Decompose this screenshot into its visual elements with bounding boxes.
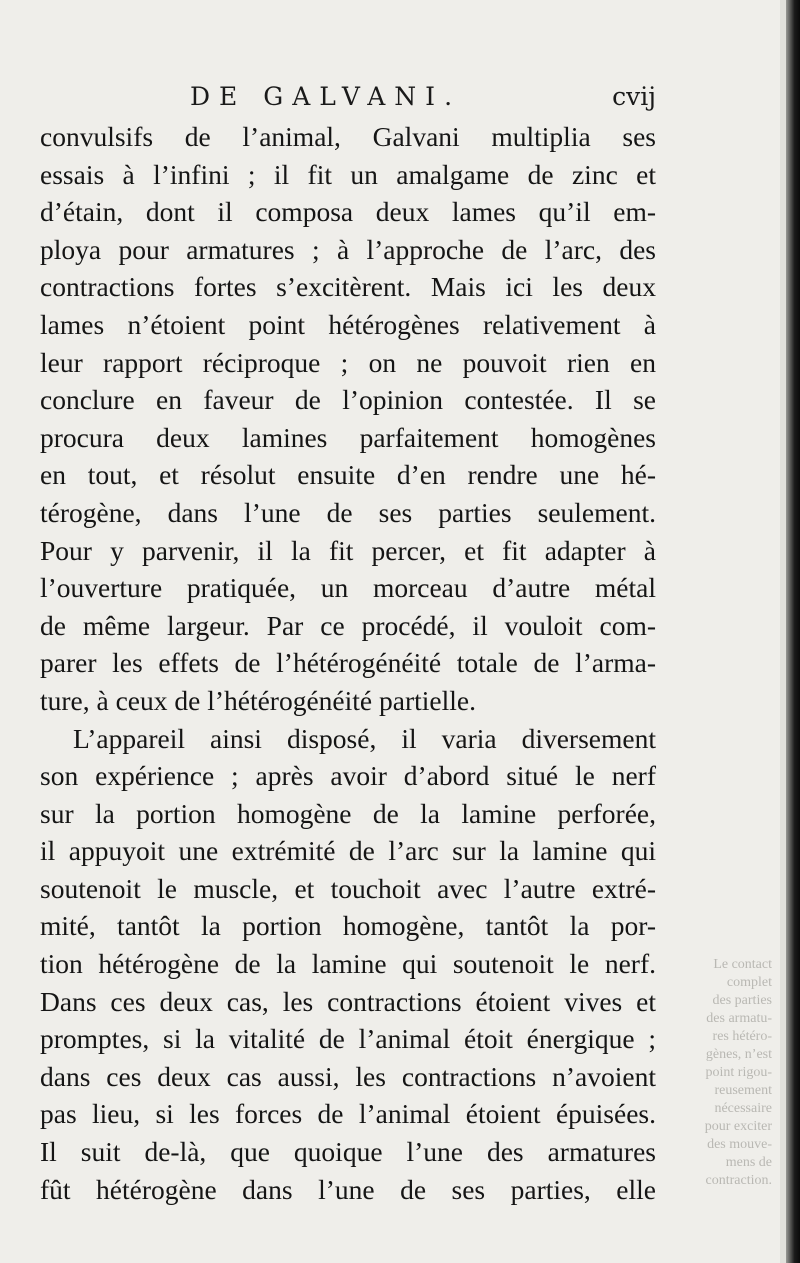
margin-note-line: contraction. bbox=[705, 1173, 772, 1188]
text-line: conclure en faveur de l’opinion contestée. Il se bbox=[40, 384, 656, 416]
margin-note-line: res hétéro- bbox=[712, 1029, 772, 1044]
text-line: pas lieu, si les forces de l’animal étoient épuisées. bbox=[40, 1098, 656, 1130]
text-line: d’étain, dont il composa deux lames qu’il em- bbox=[40, 196, 656, 228]
text-line: dans ces deux cas aussi, les contractions n’avoient bbox=[40, 1060, 656, 1092]
text-line: térogène, dans l’une de ses parties seulement. bbox=[40, 496, 656, 528]
text-line: sur la portion homogène de la lamine perforée, bbox=[40, 797, 656, 829]
margin-note-line: gènes, n’est bbox=[705, 1047, 772, 1062]
margin-note-line: pour exciter bbox=[704, 1119, 772, 1134]
margin-note-line: reusement bbox=[714, 1083, 772, 1098]
text-line: parer les effets de l’hétérogénéité totale de l’arma- bbox=[40, 647, 656, 679]
text-line: contractions fortes s’excitèrent. Mais ici les deux bbox=[40, 271, 656, 303]
margin-note-line: point rigou- bbox=[705, 1065, 772, 1080]
text-line: ploya pour armatures ; à l’approche de l’arc, des bbox=[40, 233, 656, 265]
margin-note bbox=[668, 956, 772, 1190]
text-line: en tout, et résolut ensuite d’en rendre une hé- bbox=[40, 459, 656, 491]
margin-note-line: des mouve- bbox=[707, 1137, 772, 1152]
margin-note-line: mens de bbox=[725, 1155, 772, 1170]
text-line: il appuyoit une extrémité de l’arc sur la lamine qui bbox=[40, 835, 656, 867]
margin-note-line: nécessaire bbox=[714, 1101, 772, 1116]
text-line: soutenoit le muscle, et touchoit avec l’autre extré- bbox=[40, 872, 656, 904]
text-line: ture, à ceux de l’hétérogénéité partielle. bbox=[40, 684, 476, 716]
text-line: son expérience ; après avoir d’abord situé le nerf bbox=[40, 760, 656, 792]
text-line: mité, tantôt la portion homogène, tantôt la por- bbox=[40, 910, 656, 942]
text-line: Il suit de-là, que quoique l’une des armatures bbox=[40, 1136, 656, 1168]
text-line: fût hétérogène dans l’une de ses parties, elle bbox=[40, 1173, 656, 1205]
text-line: promptes, si la vitalité de l’animal étoit énergique ; bbox=[40, 1023, 656, 1055]
text-line: Dans ces deux cas, les contractions étoient vives et bbox=[40, 985, 656, 1017]
margin-note-line: des parties bbox=[712, 993, 772, 1008]
running-title: DE GALVANI. bbox=[190, 82, 462, 111]
text-line: de même largeur. Par ce procédé, il vouloit com- bbox=[40, 609, 656, 641]
text-line: convulsifs de l’animal, Galvani multiplia ses bbox=[40, 121, 656, 152]
margin-note-line: des armatu- bbox=[706, 1011, 772, 1026]
text-line: tion hétérogène de la lamine qui soutenoit le nerf. bbox=[40, 948, 656, 980]
text-line: l’ouverture pratiquée, un morceau d’autre métal bbox=[40, 572, 656, 604]
body-text bbox=[40, 118, 656, 1208]
margin-note-line: complet bbox=[726, 975, 772, 990]
margin-note-line: Le contact bbox=[713, 957, 772, 972]
text-line: Pour y parvenir, il la fit percer, et fit adapter à bbox=[40, 534, 656, 566]
text-line: L’appareil ainsi disposé, il varia diversement bbox=[73, 722, 656, 754]
page-header bbox=[40, 78, 656, 122]
book-spine-shadow bbox=[786, 0, 800, 1263]
text-line: leur rapport réciproque ; on ne pouvoit rien en bbox=[40, 346, 656, 378]
text-line: procura deux lamines parfaitement homogènes bbox=[40, 421, 656, 453]
text-line: lames n’étoient point hétérogènes relativement à bbox=[40, 308, 656, 340]
page-number: cvij bbox=[612, 82, 656, 111]
text-line: essais à l’infini ; il fit un amalgame de zinc et bbox=[40, 158, 656, 190]
